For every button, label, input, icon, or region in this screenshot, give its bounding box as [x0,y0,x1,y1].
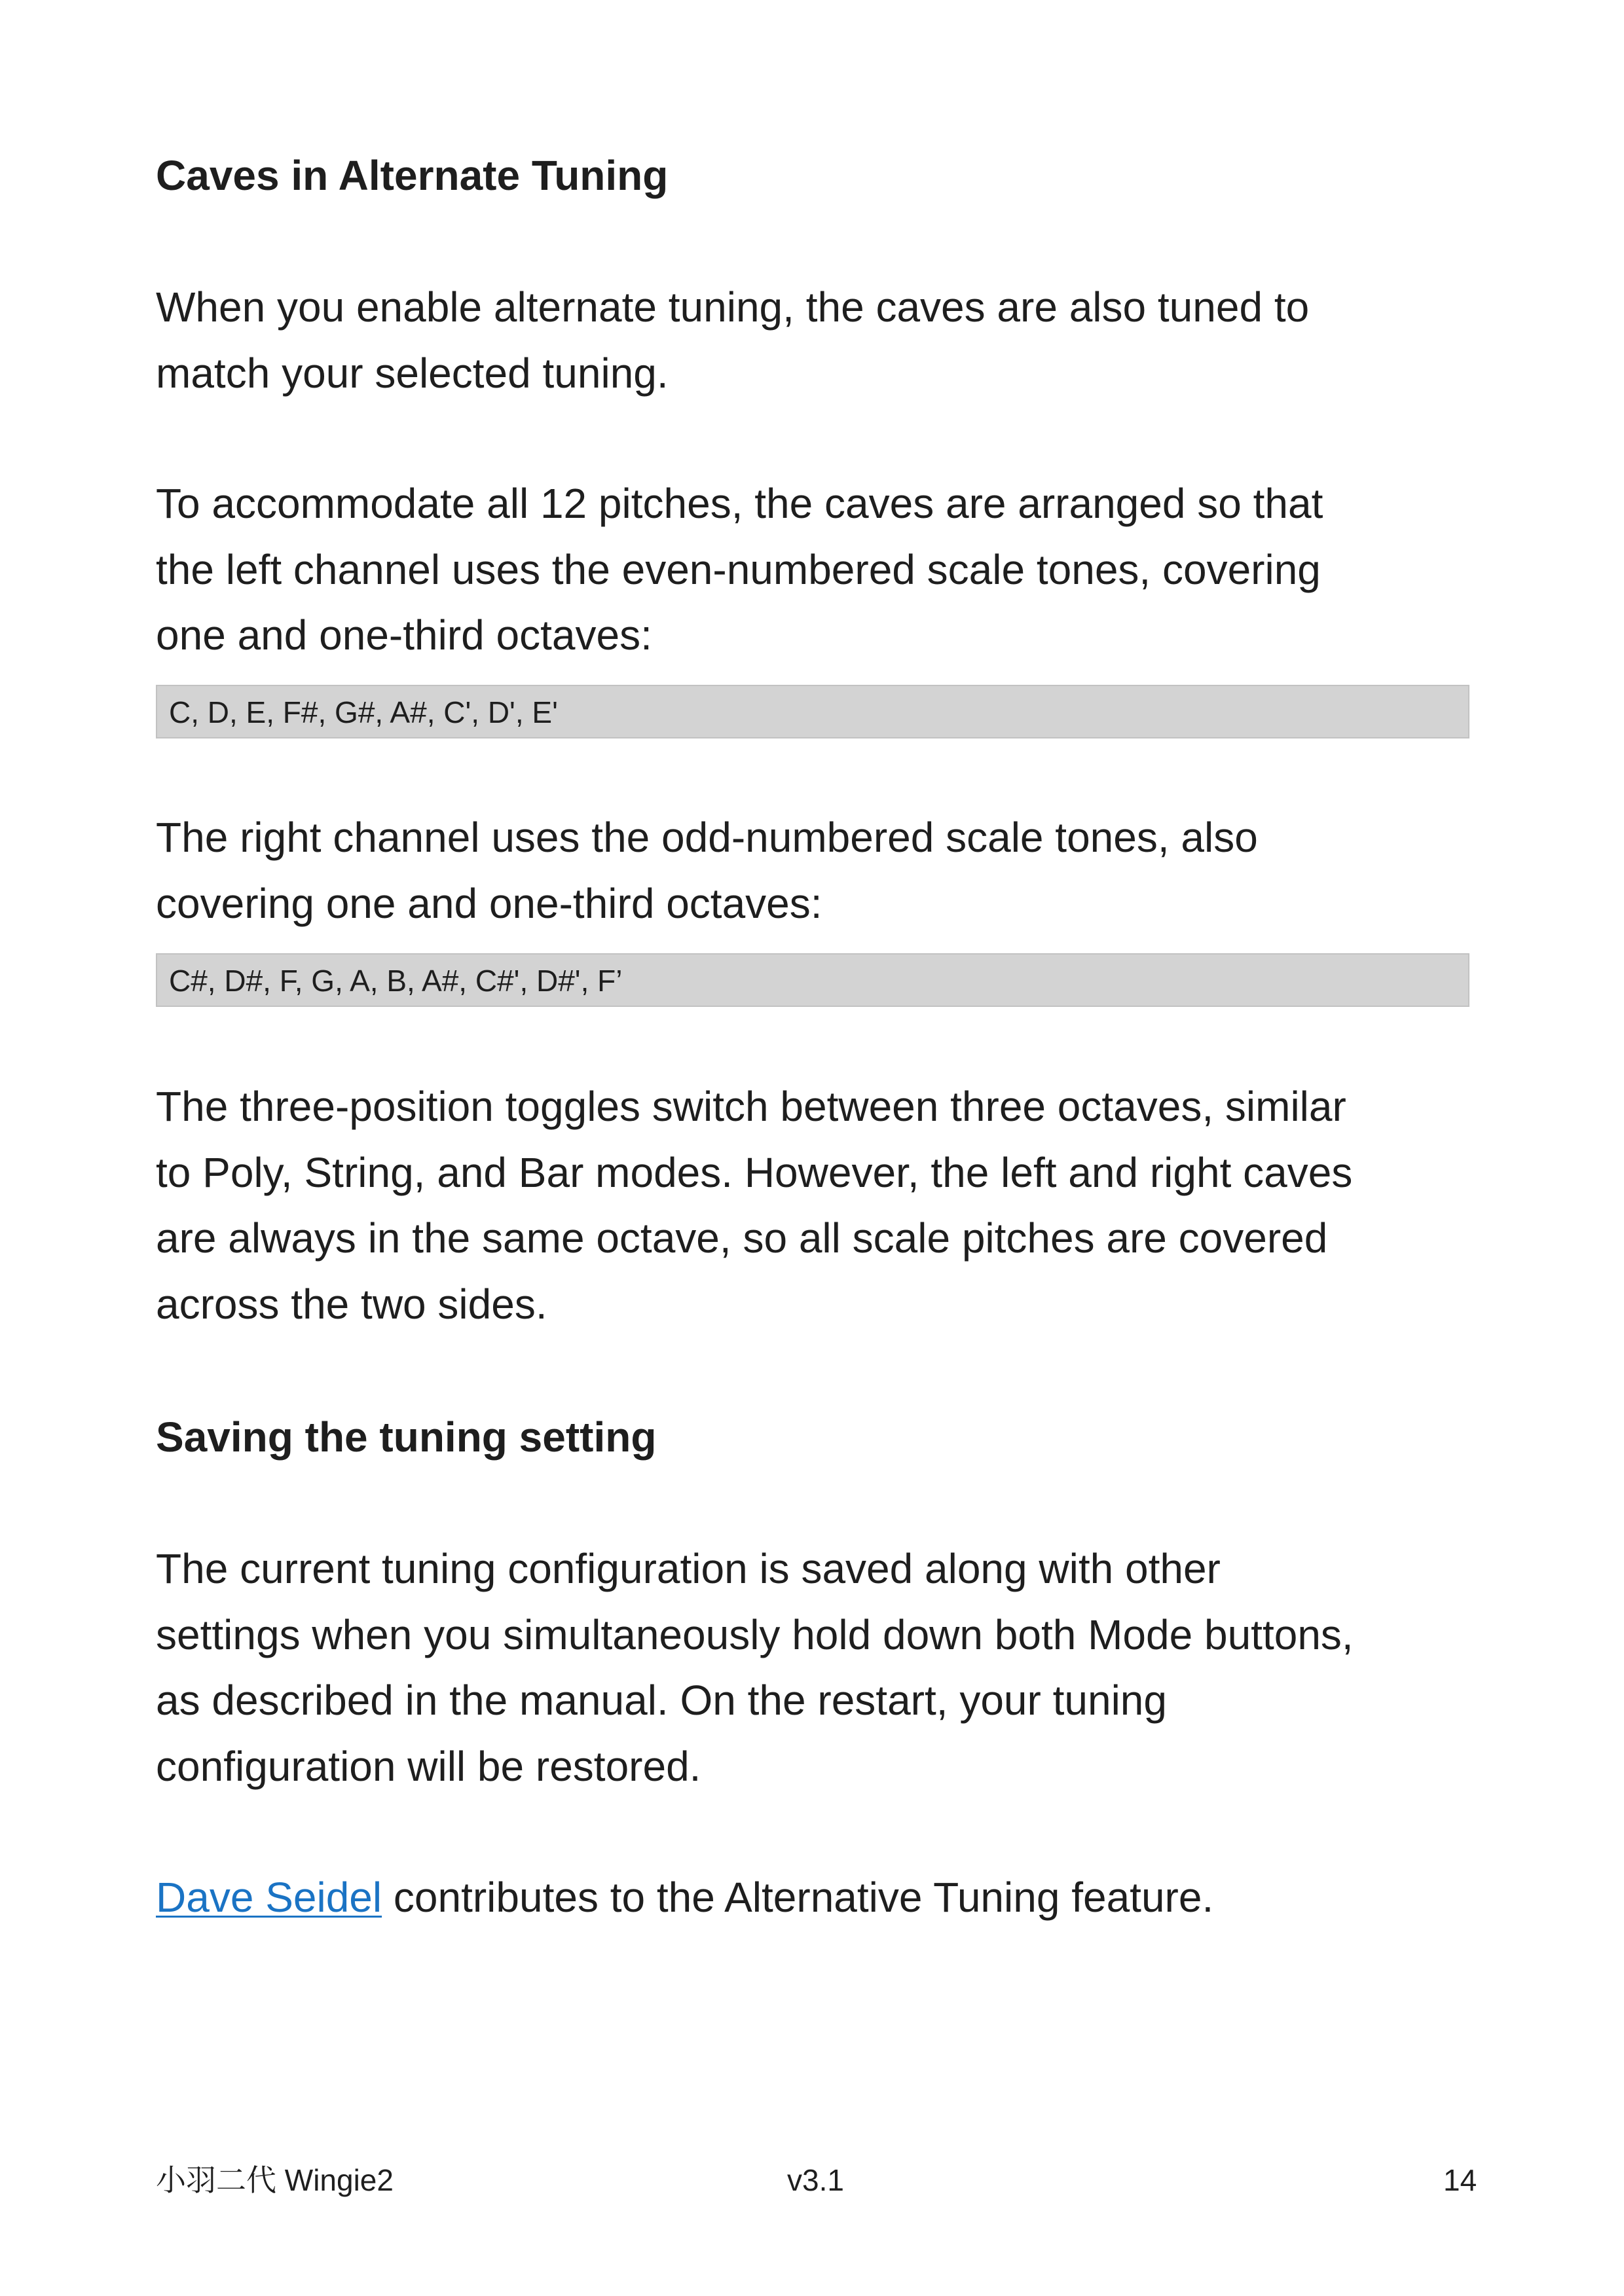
section-heading-caves: Caves in Alternate Tuning [156,152,669,199]
section-heading-saving: Saving the tuning setting [156,1413,657,1461]
paragraph-line: the left channel uses the even-numbered scale tones, covering [156,545,1321,593]
paragraph-line: covering one and one-third octaves: [156,879,822,927]
paragraph-line: are always in the same octave, so all scale pitches are covered [156,1214,1328,1262]
paragraph-line: across the two sides. [156,1280,547,1328]
paragraph-line: When you enable alternate tuning, the caves are also tuned to [156,283,1310,331]
paragraph-line: as described in the manual. On the restart, your tuning [156,1677,1167,1724]
footer-product-name: 小羽二代 Wingie2 [156,2163,394,2197]
paragraph-line: The right channel uses the odd-numbered scale tones, also [156,814,1258,861]
code-block-left-channel: C, D, E, F#, G#, A#, C', D', E' [156,685,1469,738]
paragraph-toggles [156,1074,1472,1337]
paragraph-saving [156,1536,1472,1799]
paragraph-intro [156,274,1472,406]
code-block-right-channel: C#, D#, F, G, A, B, A#, C#', D#', F’ [156,953,1469,1007]
paragraph-line: The current tuning configuration is saved along with other [156,1545,1221,1592]
footer-page-number: 14 [1443,2163,1477,2197]
footer-version: v3.1 [787,2163,844,2197]
paragraph-line: settings when you simultaneously hold down both Mode buttons, [156,1611,1354,1658]
paragraph-line: configuration will be restored. [156,1742,701,1790]
paragraph-line: one and one-third octaves: [156,611,652,659]
paragraph-line: match your selected tuning. [156,349,669,397]
credit-text: contributes to the Alternative Tuning feature. [382,1874,1214,1921]
dave-seidel-link[interactable]: Dave Seidel [156,1874,382,1921]
paragraph-accommodate [156,471,1472,668]
paragraph-line: To accommodate all 12 pitches, the caves are arranged so that [156,480,1323,527]
paragraph-credit [156,1865,1472,1931]
paragraph-line: to Poly, String, and Bar modes. However, the left and right caves [156,1148,1353,1196]
paragraph-right-channel [156,805,1472,936]
paragraph-line: The three-position toggles switch between three octaves, similar [156,1083,1346,1130]
credit-line [156,1865,1472,1931]
